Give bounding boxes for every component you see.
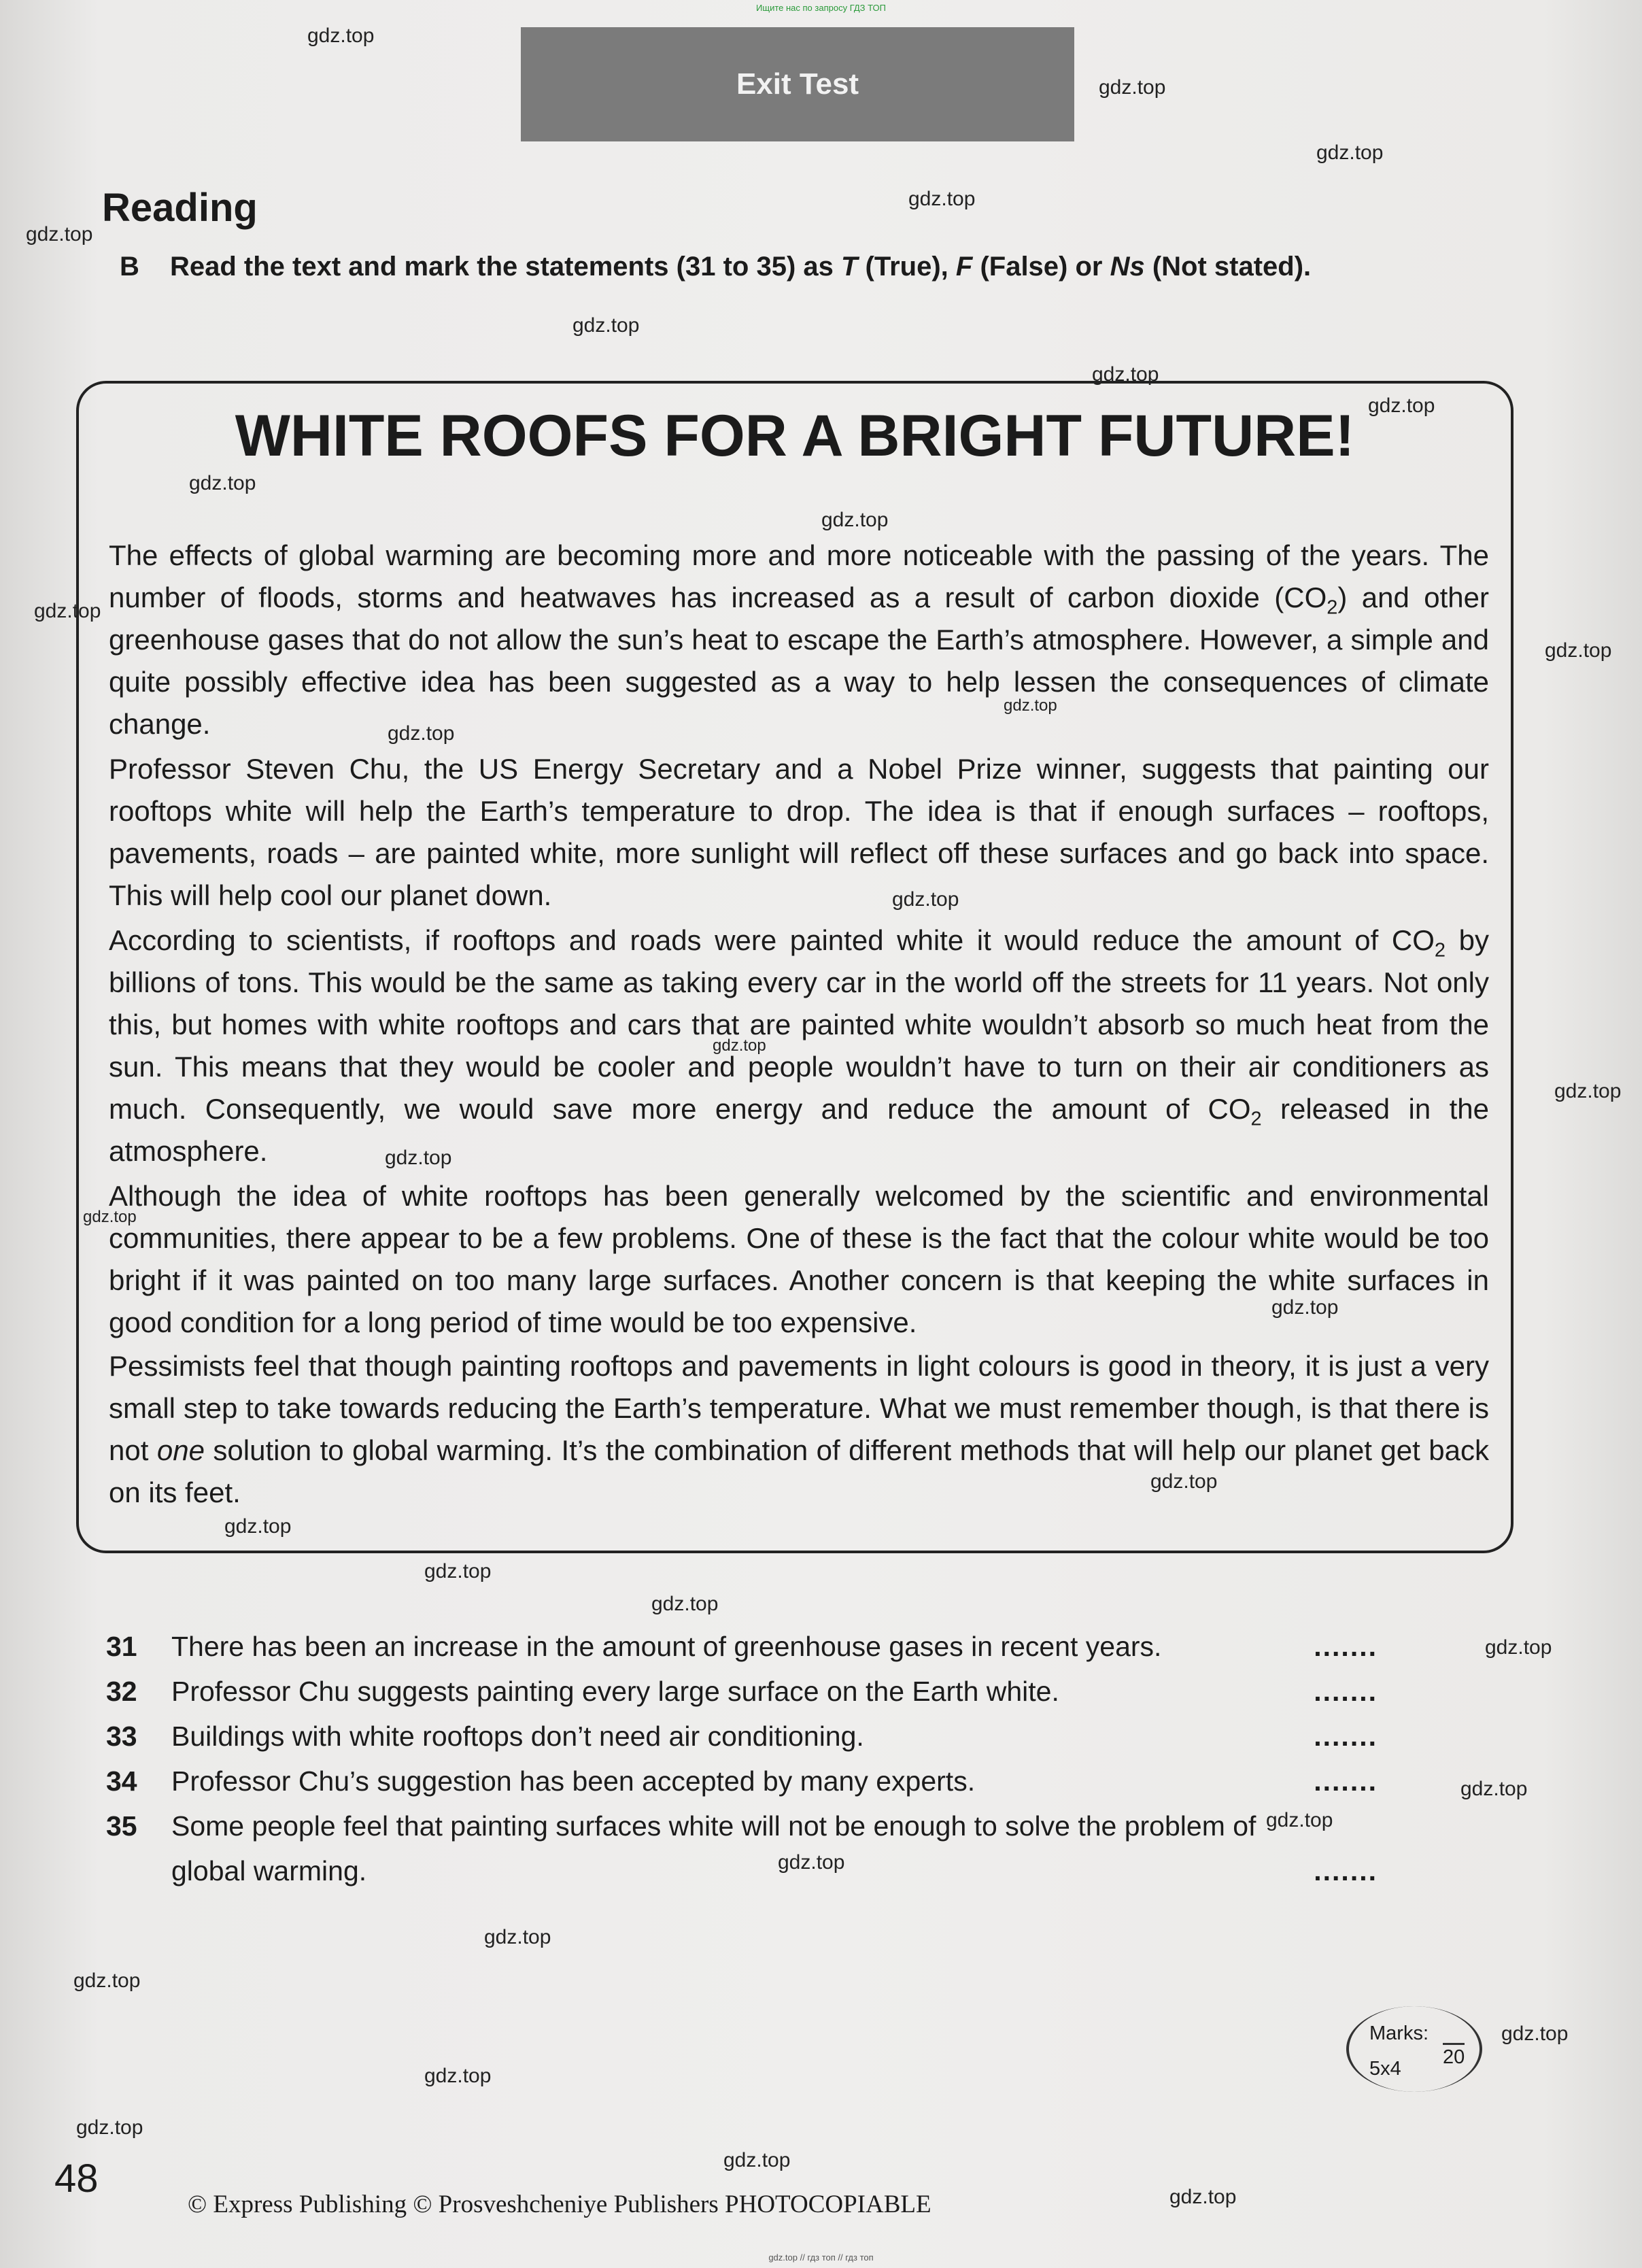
statement-34 <box>106 1759 1459 1804</box>
watermark: gdz.top <box>189 472 256 494</box>
bottom-note: gdz.top // гдз топ // гдз топ <box>768 2252 874 2263</box>
watermark: gdz.top <box>778 1851 845 1874</box>
watermark: gdz.top <box>26 223 93 246</box>
watermark: gdz.top <box>424 1560 492 1582</box>
watermark: gdz.top <box>76 2116 143 2139</box>
watermark: gdz.top <box>723 2149 791 2171</box>
statement-32 <box>106 1669 1459 1714</box>
watermark: gdz.top <box>424 2065 492 2087</box>
watermark: gdz.top <box>1460 1778 1528 1800</box>
watermark: gdz.top <box>1099 76 1166 99</box>
copyright-footer: © Express Publishing © Prosveshcheniye Publishers PHOTOCOPIABLE <box>188 2190 931 2218</box>
watermark: gdz.top <box>73 1969 141 1992</box>
watermark: gdz.top <box>1150 1470 1218 1493</box>
watermark: gdz.top <box>651 1593 719 1615</box>
watermark: gdz.top <box>1485 1636 1552 1659</box>
top-note: Ищите нас по запросу ГДЗ ТОП <box>756 3 886 13</box>
statement-text: Professor Chu’s suggestion has been accepted by many experts. <box>171 1765 976 1797</box>
statement-number: 35 <box>106 1810 137 1842</box>
watermark: gdz.top <box>1316 141 1384 164</box>
watermark: gdz.top <box>908 188 976 210</box>
article-title: WHITE ROOFS FOR A BRIGHT FUTURE! <box>235 403 1355 469</box>
article-paragraph-5: Pessimists feel that though painting rooftops and pavements in light colours is good in theory, it is just a very small step to take towards reducing the Earth’s temperature. What we must remember though, is that there is not one solution to global warming. It’s the combination of different methods that will help our planet get back on its feet. <box>109 1350 1489 1508</box>
watermark: gdz.top <box>83 1208 137 1226</box>
article-paragraph-3: According to scientists, if rooftops and roads were painted white it would reduce the amount of $CO_2$ by billions of tons. This would be the same as taking every car in the world off the streets for 11 years. Not only this, but homes with white rooftops and cars that are painted white wouldn’t absorb so much heat from the sun. This means that they would be cooler and people wouldn’t have to turn on their air conditioners as much. Consequently, we would save more energy and reduce the amount of $CO_2$ released in the atmosphere. <box>109 924 1490 1167</box>
watermark: gdz.top <box>1545 639 1612 662</box>
statement-35 <box>106 1804 1459 1893</box>
watermark: gdz.top <box>1169 2186 1237 2208</box>
statement-number: 31 <box>106 1631 137 1662</box>
marks-box <box>1346 2006 1482 2092</box>
watermark: gdz.top <box>1554 1080 1622 1102</box>
statement-text: Buildings with white rooftops don’t need air conditioning. <box>171 1721 864 1752</box>
watermark: gdz.top <box>1271 1296 1339 1319</box>
watermark: gdz.top <box>484 1926 551 1948</box>
answer-blank[interactable]: ....... <box>1314 1855 1378 1886</box>
statement-number: 34 <box>106 1765 137 1797</box>
watermark: gdz.top <box>307 24 375 47</box>
watermark: gdz.top <box>34 600 101 622</box>
answer-blank[interactable]: ....... <box>1314 1721 1378 1752</box>
page-number: 48 <box>54 2156 99 2201</box>
statement-31 <box>106 1624 1459 1669</box>
marks-label: Marks: <box>1369 2022 1429 2044</box>
watermark: gdz.top <box>1501 2022 1569 2045</box>
article-paragraph-1: The effects of global warming are becoming more and more noticeable with the passing of the years. The number of floods, storms and heatwaves has increased as a result of carbon dioxide $(CO_2)$ and other greenhouse gases that do not allow the sun’s heat to escape the Earth’s atmosphere. However, a simple and quite possibly effective idea has been suggested as a way to help lessen the consequences of climate change. <box>109 539 1489 740</box>
article-paragraph-2: Professor Steven Chu, the US Energy Secretary and a Nobel Prize winner, suggests that painting our rooftops white will help the Earth’s temperature to drop. The idea is that if enough surfaces – rooftops, pavements, roads – are painted white, more sunlight will reflect off these surfaces and go back into space. This will help cool our planet down. <box>109 753 1489 911</box>
task-letter: B <box>120 252 139 282</box>
statement-text: Some people feel that painting surfaces white will not be enough to solve the problem of global warming. <box>171 1810 1256 1886</box>
watermark: gdz.top <box>821 509 889 531</box>
answer-blank[interactable]: ....... <box>1314 1676 1378 1707</box>
statement-number: 32 <box>106 1676 137 1707</box>
answer-blank[interactable]: ....... <box>1314 1631 1378 1662</box>
marks-total: 20 <box>1443 2043 1465 2069</box>
watermark: gdz.top <box>892 888 959 911</box>
statement-text: Professor Chu suggests painting every large surface on the Earth white. <box>171 1676 1059 1707</box>
watermark: gdz.top <box>1368 394 1435 417</box>
marks-score: 5x4 <box>1369 2058 1401 2080</box>
watermark: gdz.top <box>1266 1809 1333 1831</box>
statement-33 <box>106 1714 1459 1759</box>
exit-test-banner: Exit Test <box>521 27 1074 141</box>
watermark: gdz.top <box>713 1036 766 1055</box>
section-title: Reading <box>102 186 258 230</box>
statement-text: There has been an increase in the amount of greenhouse gases in recent years. <box>171 1631 1162 1662</box>
statement-number: 33 <box>106 1721 137 1752</box>
watermark: gdz.top <box>385 1147 452 1169</box>
watermark: gdz.top <box>1004 696 1057 715</box>
task-instruction: B Read the text and mark the statements (31 to 35) as T (True), F (False) or Ns (Not stated). <box>120 252 1312 282</box>
answer-blank[interactable]: ....... <box>1314 1765 1378 1797</box>
article-paragraph-4: Although the idea of white rooftops has been generally welcomed by the scientific and environmental communities, there appear to be a few problems. One of these is the fact that the colour white would be too bright if it was painted on too many large surfaces. Another concern is that keeping the white surfaces in good condition for a long period of time would be too expensive. <box>109 1180 1489 1338</box>
watermark: gdz.top <box>1092 363 1159 386</box>
watermark: gdz.top <box>224 1515 292 1538</box>
watermark: gdz.top <box>572 314 640 337</box>
watermark: gdz.top <box>388 722 455 745</box>
